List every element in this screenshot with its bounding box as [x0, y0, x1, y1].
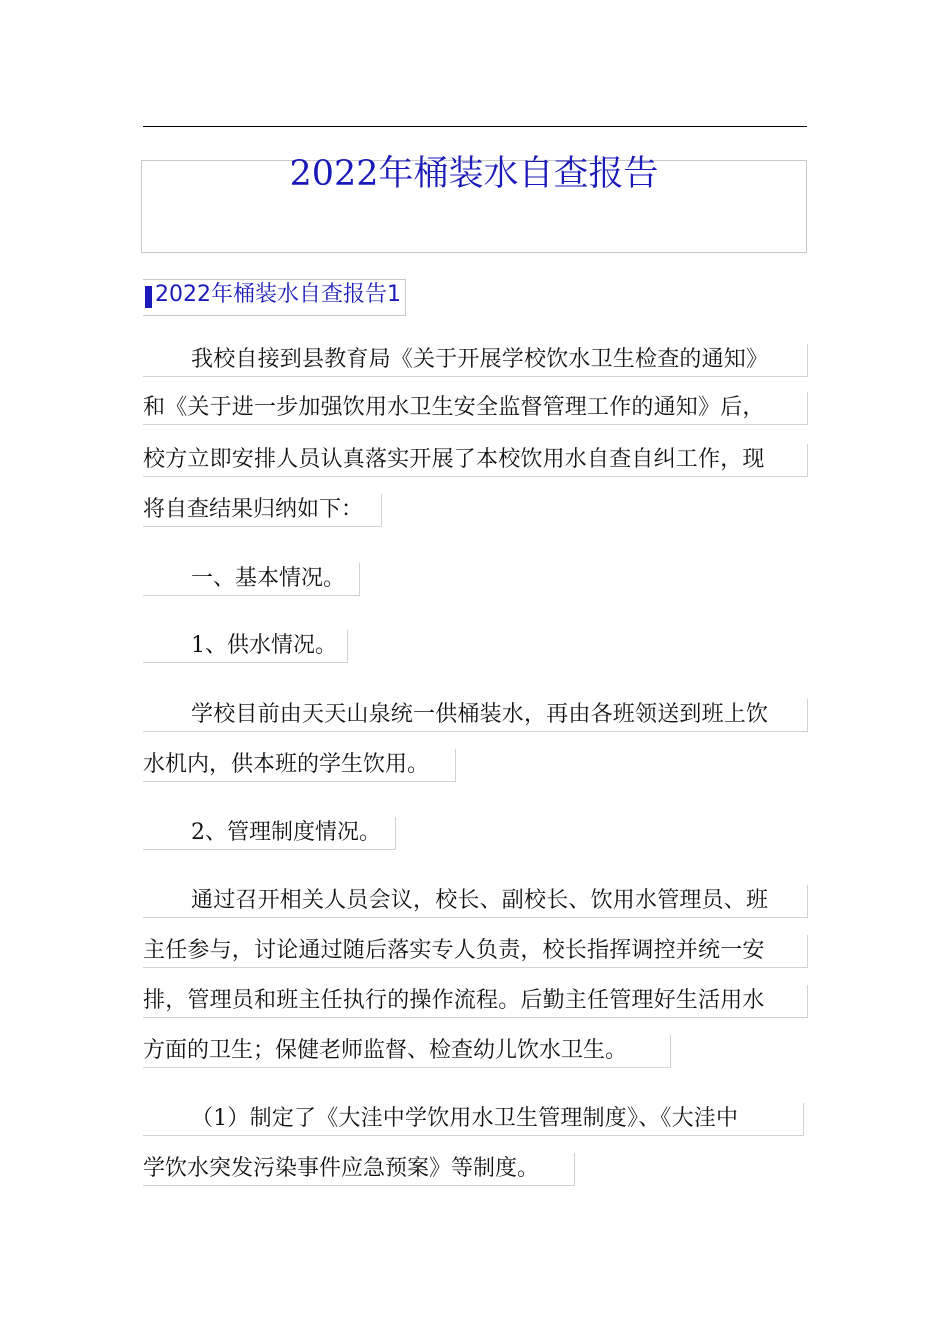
paragraph-6-line-2: 主任参与，讨论通过随后落实专人负责，校长指挥调控并统一安	[143, 935, 808, 968]
paragraph-7-line-2: 学饮水突发污染事件应急预案》等制度。	[143, 1153, 575, 1186]
paragraph-1-line-4: 将自查结果归纳如下：	[143, 494, 382, 527]
section-heading-text: 2022年桶装水自查报告1	[155, 282, 401, 307]
paragraph-1-line-2: 和《关于进一步加强饮用水卫生安全监督管理工作的通知》后，	[143, 392, 808, 425]
paragraph-3-line-1: 1、供水情况。	[143, 630, 348, 663]
heading-marker	[145, 286, 152, 308]
paragraph-6-line-4: 方面的卫生；保健老师监督、检查幼儿饮水卫生。	[143, 1035, 671, 1068]
paragraph-2-line-1: 一、基本情况。	[143, 563, 360, 596]
paragraph-6-line-1: 通过召开相关人员会议，校长、副校长、饮用水管理员、班	[143, 885, 808, 918]
section-heading	[143, 279, 406, 316]
paragraph-6-line-3: 排，管理员和班主任执行的操作流程。后勤主任管理好生活用水	[143, 985, 808, 1018]
paragraph-1-line-3: 校方立即安排人员认真落实开展了本校饮用水自查自纠工作，现	[143, 444, 808, 477]
paragraph-5-line-1: 2、管理制度情况。	[143, 817, 396, 850]
paragraph-7-line-1: （1）制定了《大洼中学饮用水卫生管理制度》、《大洼中	[143, 1103, 804, 1136]
paragraph-1-line-1: 我校自接到县教育局《关于开展学校饮水卫生检查的通知》	[143, 344, 808, 377]
top-rule	[143, 126, 807, 127]
paragraph-4-line-2: 水机内，供本班的学生饮用。	[143, 749, 456, 782]
document-title: 2022年桶装水自查报告	[289, 154, 659, 194]
paragraph-4-line-1: 学校目前由天天山泉统一供桶装水，再由各班领送到班上饮	[143, 699, 808, 732]
